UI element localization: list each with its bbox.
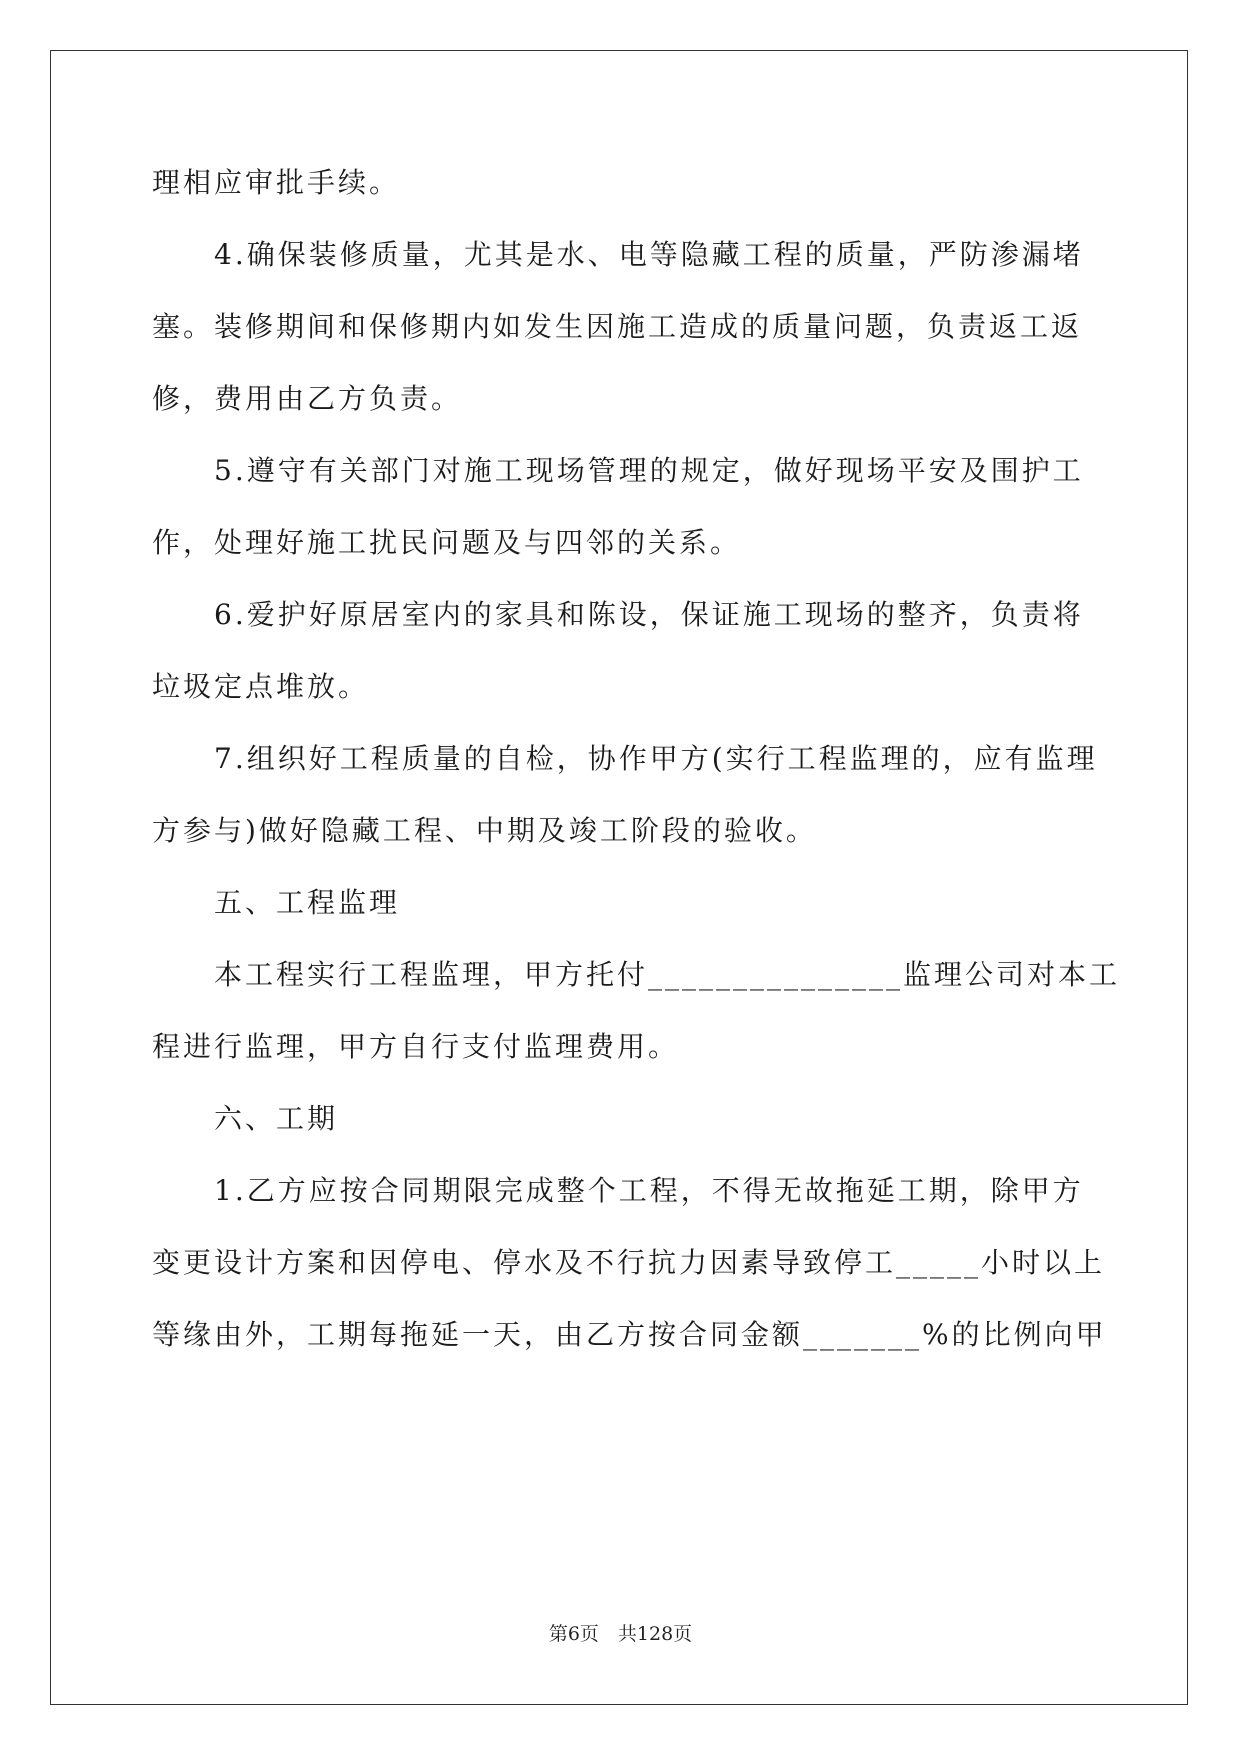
text-line: 理相应审批手续。 xyxy=(152,166,401,199)
text-line: 作，处理好施工扰民问题及与四邻的关系。 xyxy=(152,526,742,559)
text-line: 程进行监理，甲方自行支付监理费用。 xyxy=(152,1030,680,1063)
text-line: 垃圾定点堆放。 xyxy=(152,670,370,703)
page-border xyxy=(50,50,1188,1705)
section-heading: 六、工期 xyxy=(214,1102,339,1135)
text-line: 变更设计方案和因停电、停水及不行抗力因素导致停工_____小时以上 xyxy=(152,1246,1106,1279)
text-line: 1.乙方应按合同期限完成整个工程，不得无故拖延工期，除甲方 xyxy=(214,1174,1084,1207)
text-line: 塞。装修期间和保修期内如发生因施工造成的质量问题，负责返工返 xyxy=(152,310,1083,343)
text-line: 4.确保装修质量，尤其是水、电等隐藏工程的质量，严防渗漏堵 xyxy=(214,238,1084,271)
text-line: 等缘由外，工期每拖延一天，由乙方按合同金额_______%的比例向甲 xyxy=(152,1318,1107,1351)
page-number: 第6页 共128页 xyxy=(548,1623,693,1645)
text-line: 本工程实行工程监理，甲方托付_______________监理公司对本工 xyxy=(214,958,1121,991)
text-line: 方参与)做好隐藏工程、中期及竣工阶段的验收。 xyxy=(152,814,817,847)
text-line: 5.遵守有关部门对施工现场管理的规定，做好现场平安及围护工 xyxy=(214,454,1084,487)
text-line: 7.组织好工程质量的自检，协作甲方(实行工程监理的，应有监理 xyxy=(214,742,1098,775)
section-heading: 五、工程监理 xyxy=(214,886,401,919)
text-line: 6.爱护好原居室内的家具和陈设，保证施工现场的整齐，负责将 xyxy=(214,598,1084,631)
text-line: 修，费用由乙方负责。 xyxy=(152,382,463,415)
